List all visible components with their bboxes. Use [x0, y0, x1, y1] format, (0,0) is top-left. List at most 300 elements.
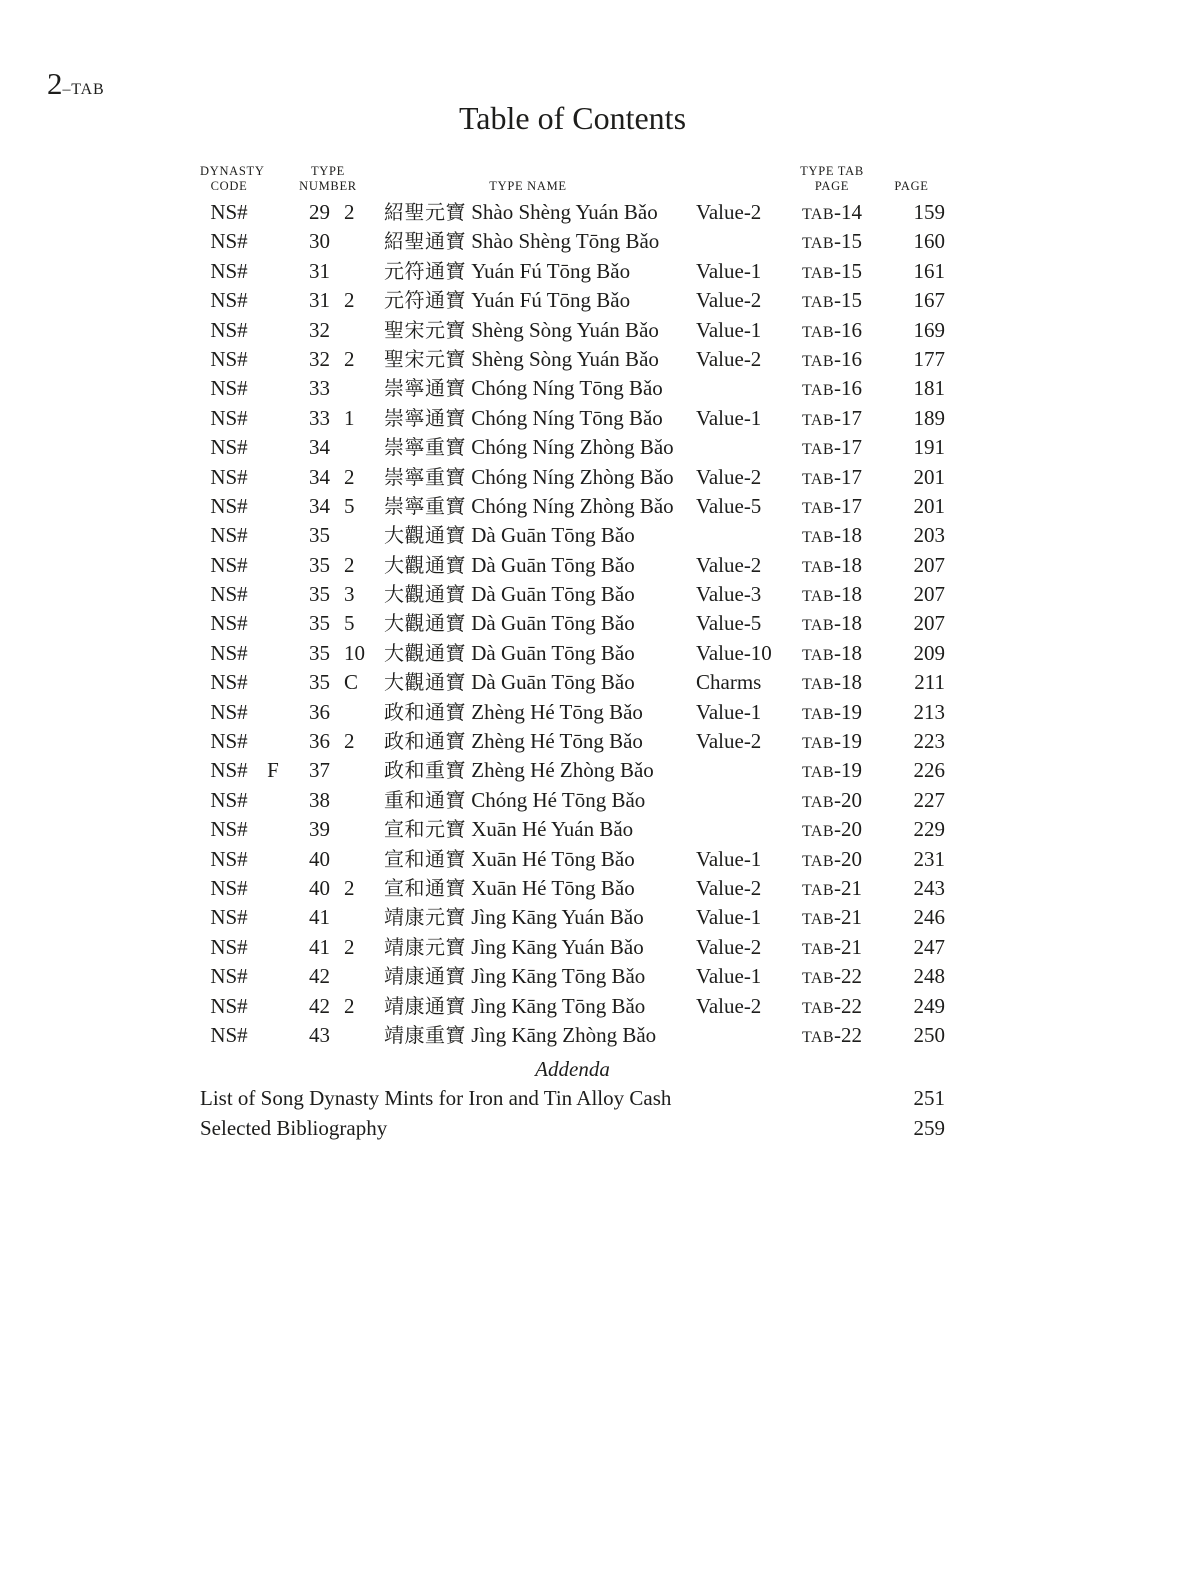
tab-prefix: TAB: [802, 881, 834, 899]
tab-prefix: TAB: [802, 940, 834, 958]
type-number: 34: [309, 464, 330, 489]
type-name: [368, 1021, 688, 1051]
tab-page: TAB-20: [802, 817, 862, 842]
page-number: 181: [913, 376, 945, 401]
header-type-name: TYPE NAME: [489, 179, 567, 193]
table-row: [200, 433, 945, 462]
type-name: [368, 286, 688, 316]
value-label: Value-1: [696, 405, 762, 430]
type-subnumber: 2: [344, 288, 355, 313]
type-subnumber: 2: [344, 552, 355, 577]
value-label: Value-2: [696, 346, 762, 371]
type-number: 42: [309, 964, 330, 989]
tab-page: TAB-15: [802, 258, 862, 283]
page-number: 231: [913, 846, 945, 871]
tab-page: TAB-16: [802, 376, 862, 401]
type-name: [368, 727, 688, 757]
type-name-pinyin: Jìng Kāng Tōng Bǎo: [471, 993, 646, 1018]
type-subnumber: 5: [344, 493, 355, 518]
table-row: [200, 492, 945, 521]
type-number: 29: [309, 200, 330, 224]
tab-page: TAB-18: [802, 640, 862, 665]
type-name-chinese: 宣和通寶: [384, 848, 466, 871]
type-name-pinyin: Yuán Fú Tōng Bǎo: [471, 288, 631, 313]
value-label: Value-1: [696, 258, 762, 283]
type-name: [368, 786, 688, 816]
type-number: 43: [309, 1022, 330, 1047]
type-name: [368, 521, 688, 551]
dynasty-code: NS#: [210, 258, 248, 283]
header-page: PAGE: [894, 179, 929, 193]
type-name-pinyin: Chóng Níng Zhòng Bǎo: [471, 493, 674, 518]
page-number: 189: [913, 405, 945, 430]
type-name-pinyin: Zhèng Hé Tōng Bǎo: [471, 699, 643, 724]
table-row: [200, 933, 945, 962]
type-name: [368, 492, 688, 522]
addenda-entry-label: List of Song Dynasty Mints for Iron and Tin Alloy Cash: [200, 1086, 672, 1111]
tab-prefix: TAB: [802, 499, 834, 517]
type-name-pinyin: Jìng Kāng Yuán Bǎo: [471, 905, 644, 930]
tab-page: TAB-22: [802, 1022, 862, 1047]
table-row: [200, 257, 945, 286]
type-number: 41: [309, 934, 330, 959]
type-name-chinese: 聖宋元寶: [384, 348, 466, 371]
type-name-chinese: 政和重寶: [384, 760, 466, 783]
type-name: [368, 609, 688, 639]
tab-prefix: TAB: [802, 764, 834, 782]
type-number: 36: [309, 729, 330, 754]
page-number: 223: [913, 729, 945, 754]
type-subnumber: 5: [344, 611, 355, 636]
tab-prefix: TAB: [802, 558, 834, 576]
page-number: 250: [913, 1022, 945, 1047]
type-number: 35: [309, 611, 330, 636]
page-number: 160: [913, 229, 945, 254]
page-number: 207: [913, 582, 945, 607]
dynasty-code: NS#: [210, 200, 248, 224]
type-name-pinyin: Shào Shèng Yuán Bǎo: [471, 200, 658, 224]
type-number: 35: [309, 552, 330, 577]
dynasty-code: NS#: [210, 523, 248, 548]
tab-prefix: TAB: [802, 206, 834, 223]
value-label: Value-2: [696, 464, 762, 489]
type-subnumber: 10: [344, 640, 365, 665]
tab-prefix: TAB: [802, 235, 834, 253]
dynasty-code: NS#: [210, 699, 248, 724]
page-number: 207: [913, 611, 945, 636]
page-number: 167: [913, 288, 945, 313]
dynasty-code: NS#: [210, 964, 248, 989]
tab-page: TAB-17: [802, 493, 862, 518]
type-name: [368, 198, 688, 228]
dynasty-code: NS#: [210, 288, 248, 313]
dynasty-code: NS#: [210, 405, 248, 430]
value-label: Charms: [696, 670, 762, 695]
tab-page: TAB-19: [802, 699, 862, 724]
type-name: [368, 992, 688, 1022]
type-name-chinese: 元符通寶: [384, 290, 466, 313]
value-label: Value-3: [696, 582, 762, 607]
type-number: 31: [309, 258, 330, 283]
code-flag: F: [267, 758, 279, 783]
type-name-chinese: 崇寧通寶: [384, 407, 466, 430]
type-name-pinyin: Dà Guān Tōng Bǎo: [471, 552, 635, 577]
tab-page: TAB-20: [802, 787, 862, 812]
dynasty-code: NS#: [210, 905, 248, 930]
type-name-chinese: 崇寧重寶: [384, 437, 466, 460]
tab-page: TAB-18: [802, 552, 862, 577]
table-row: [200, 316, 945, 345]
type-name-pinyin: Xuān Hé Tōng Bǎo: [471, 846, 635, 871]
dynasty-code: NS#: [210, 934, 248, 959]
type-name: [368, 404, 688, 434]
value-label: Value-1: [696, 846, 762, 871]
type-name-pinyin: Shào Shèng Tōng Bǎo: [471, 229, 660, 254]
type-name: [368, 551, 688, 581]
page-number: 227: [913, 787, 945, 812]
type-name-pinyin: Chóng Níng Tōng Bǎo: [471, 405, 663, 430]
type-name-chinese: 大觀通寶: [384, 584, 466, 607]
type-subnumber: 1: [344, 405, 355, 430]
value-label: Value-2: [696, 288, 762, 313]
type-name-chinese: 靖康元寶: [384, 907, 466, 930]
dynasty-code: NS#: [210, 229, 248, 254]
type-name-chinese: 靖康重寶: [384, 1024, 466, 1047]
addenda-entry-page: 251: [913, 1086, 945, 1111]
toc-content: [200, 98, 945, 1143]
type-number: 42: [309, 993, 330, 1018]
page-number: 207: [913, 552, 945, 577]
tab-page: TAB-21: [802, 875, 862, 900]
dynasty-code: NS#: [210, 640, 248, 665]
type-name-chinese: 崇寧重寶: [384, 495, 466, 518]
type-number: 30: [309, 229, 330, 254]
dynasty-code: NS#: [210, 1022, 248, 1047]
tab-page: TAB-14: [802, 200, 862, 224]
type-name: [368, 668, 688, 698]
type-name: [368, 845, 688, 875]
type-name-pinyin: Shèng Sòng Yuán Bǎo: [471, 317, 659, 342]
type-name: [368, 257, 688, 287]
tab-prefix: TAB: [802, 676, 834, 694]
table-row: [200, 992, 945, 1021]
type-name-pinyin: Jìng Kāng Tōng Bǎo: [471, 964, 646, 989]
dynasty-code: NS#: [210, 875, 248, 900]
type-number: 41: [309, 905, 330, 930]
type-name-chinese: 靖康通寶: [384, 995, 466, 1018]
tab-prefix: TAB: [802, 970, 834, 988]
page-number: 209: [913, 640, 945, 665]
tab-page: TAB-21: [802, 934, 862, 959]
tab-page: TAB-17: [802, 435, 862, 460]
dynasty-code: NS#: [210, 611, 248, 636]
header-type-tab-page: TYPE TAB PAGE: [800, 164, 864, 193]
type-name: [368, 933, 688, 963]
tab-prefix: TAB: [802, 588, 834, 606]
type-number: 40: [309, 875, 330, 900]
tab-prefix: TAB: [802, 735, 834, 753]
type-number: 33: [309, 405, 330, 430]
type-name-pinyin: Dà Guān Tōng Bǎo: [471, 582, 635, 607]
page-number: 201: [913, 493, 945, 518]
table-row: [200, 609, 945, 638]
value-label: Value-1: [696, 317, 762, 342]
type-name: [368, 316, 688, 346]
type-name-pinyin: Dà Guān Tōng Bǎo: [471, 523, 635, 548]
dynasty-code: NS#: [210, 317, 248, 342]
type-name-chinese: 重和通寶: [384, 789, 466, 812]
type-name-chinese: 大觀通寶: [384, 525, 466, 548]
tab-page: TAB-18: [802, 523, 862, 548]
dynasty-code: NS#: [210, 817, 248, 842]
type-name-chinese: 靖康通寶: [384, 966, 466, 989]
type-name: [368, 698, 688, 728]
type-name: [368, 756, 688, 786]
tab-prefix: TAB: [802, 352, 834, 370]
dynasty-code: NS#: [210, 846, 248, 871]
table-row: [200, 756, 945, 785]
value-label: Value-5: [696, 493, 762, 518]
tab-page: TAB-22: [802, 993, 862, 1018]
table-row: [200, 1021, 945, 1050]
page-number: 229: [913, 817, 945, 842]
tab-page: TAB-19: [802, 758, 862, 783]
value-label: Value-2: [696, 729, 762, 754]
type-name-chinese: 崇寧通寶: [384, 378, 466, 401]
tab-prefix: TAB: [802, 617, 834, 635]
type-name-pinyin: Xuān Hé Tōng Bǎo: [471, 875, 635, 900]
tab-page: TAB-17: [802, 464, 862, 489]
tab-prefix: TAB: [802, 529, 834, 547]
table-row: [200, 727, 945, 756]
page-number: 213: [913, 699, 945, 724]
tab-prefix: TAB: [802, 793, 834, 811]
type-subnumber: 2: [344, 200, 355, 224]
header-type-number: TYPE NUMBER: [299, 164, 357, 193]
page-number: 248: [913, 964, 945, 989]
type-name-pinyin: Chóng Níng Tōng Bǎo: [471, 376, 663, 401]
tab-page: TAB-17: [802, 405, 862, 430]
type-number: 35: [309, 582, 330, 607]
page-number: 243: [913, 875, 945, 900]
type-name-chinese: 大觀通寶: [384, 554, 466, 577]
tab-page: TAB-21: [802, 905, 862, 930]
dynasty-code: NS#: [210, 670, 248, 695]
dynasty-code: NS#: [210, 435, 248, 460]
table-row: [200, 874, 945, 903]
table-row: [200, 198, 945, 227]
table-row: [200, 227, 945, 256]
tab-page: TAB-18: [802, 670, 862, 695]
type-name: [368, 639, 688, 669]
type-name-pinyin: Yuán Fú Tōng Bǎo: [471, 258, 631, 283]
type-name-pinyin: Jìng Kāng Yuán Bǎo: [471, 934, 644, 959]
type-number: 31: [309, 288, 330, 313]
table-row: [200, 698, 945, 727]
tab-page: TAB-18: [802, 582, 862, 607]
type-number: 33: [309, 376, 330, 401]
type-name: [368, 874, 688, 904]
type-name-pinyin: Jìng Kāng Zhòng Bǎo: [471, 1022, 657, 1047]
page-corner-label: [47, 66, 104, 102]
tab-page: TAB-16: [802, 346, 862, 371]
tab-page: TAB-20: [802, 846, 862, 871]
value-label: Value-10: [696, 640, 772, 665]
page-number: 161: [913, 258, 945, 283]
value-label: Value-2: [696, 200, 762, 224]
type-name-chinese: 紹聖通寶: [384, 231, 466, 254]
dynasty-code: NS#: [210, 552, 248, 577]
type-name-pinyin: Zhèng Hé Zhòng Bǎo: [471, 758, 654, 783]
type-name-chinese: 宣和元寶: [384, 819, 466, 842]
table-row: [200, 404, 945, 433]
dynasty-code: NS#: [210, 758, 248, 783]
tab-prefix: TAB: [802, 382, 834, 400]
dynasty-code: NS#: [210, 582, 248, 607]
table-row: [200, 374, 945, 403]
type-name: [368, 227, 688, 257]
dynasty-code: NS#: [210, 493, 248, 518]
value-label: Value-1: [696, 905, 762, 930]
tab-page: TAB-18: [802, 611, 862, 636]
table-row: [200, 845, 945, 874]
addenda-heading: Addenda: [535, 1057, 610, 1082]
type-name-chinese: 大觀通寶: [384, 642, 466, 665]
type-subnumber: 2: [344, 875, 355, 900]
type-name-pinyin: Chóng Níng Zhòng Bǎo: [471, 464, 674, 489]
page-number: 159: [913, 200, 945, 224]
page-number: 226: [913, 758, 945, 783]
dynasty-code: NS#: [210, 993, 248, 1018]
type-number: 38: [309, 787, 330, 812]
type-name-pinyin: Shèng Sòng Yuán Bǎo: [471, 346, 659, 371]
type-name-chinese: 政和通寶: [384, 701, 466, 724]
table-row: [200, 521, 945, 550]
type-subnumber: 2: [344, 993, 355, 1018]
table-row: [200, 668, 945, 697]
dynasty-code: NS#: [210, 376, 248, 401]
corner-page-number: 2: [47, 66, 63, 101]
tab-page: TAB-15: [802, 288, 862, 313]
value-label: Value-2: [696, 934, 762, 959]
dynasty-code: NS#: [210, 787, 248, 812]
tab-prefix: TAB: [802, 323, 834, 341]
type-name: [368, 374, 688, 404]
type-name-pinyin: Dà Guān Tōng Bǎo: [471, 611, 635, 636]
type-name: [368, 345, 688, 375]
type-name-chinese: 政和通寶: [384, 731, 466, 754]
table-row: [200, 962, 945, 991]
type-number: 36: [309, 699, 330, 724]
type-number: 40: [309, 846, 330, 871]
page-title: Table of Contents: [458, 100, 687, 136]
page-number: 191: [913, 435, 945, 460]
page-number: 201: [913, 464, 945, 489]
type-name-chinese: 大觀通寶: [384, 613, 466, 636]
tab-prefix: TAB: [802, 470, 834, 488]
type-name-chinese: 聖宋元寶: [384, 319, 466, 342]
addenda-entry-page: 259: [913, 1115, 945, 1140]
type-name-chinese: 崇寧重寶: [384, 466, 466, 489]
addenda-entry: [200, 1084, 945, 1114]
page-number: 177: [913, 346, 945, 371]
table-row: [200, 580, 945, 609]
tab-page: TAB-22: [802, 964, 862, 989]
table-row: [200, 815, 945, 844]
tab-prefix: TAB: [802, 823, 834, 841]
type-number: 35: [309, 670, 330, 695]
table-header-row: [200, 164, 945, 194]
tab-prefix: TAB: [802, 1028, 834, 1046]
type-number: 32: [309, 317, 330, 342]
type-number: 34: [309, 435, 330, 460]
type-name-chinese: 宣和通寶: [384, 877, 466, 900]
page-number: 247: [913, 934, 945, 959]
page-number: 203: [913, 523, 945, 548]
addenda-entry-label: Selected Bibliography: [200, 1115, 388, 1140]
table-row: [200, 345, 945, 374]
type-subnumber: 3: [344, 582, 355, 607]
value-label: Value-1: [696, 699, 762, 724]
type-number: 39: [309, 817, 330, 842]
type-name-chinese: 靖康元寶: [384, 936, 466, 959]
type-number: 35: [309, 523, 330, 548]
value-label: Value-2: [696, 552, 762, 577]
type-name-pinyin: Dà Guān Tōng Bǎo: [471, 640, 635, 665]
tab-page: TAB-16: [802, 317, 862, 342]
tab-prefix: TAB: [802, 852, 834, 870]
table-row: [200, 786, 945, 815]
type-name-pinyin: Chóng Níng Zhòng Bǎo: [471, 435, 674, 460]
page-number: 211: [914, 670, 945, 695]
dynasty-code: NS#: [210, 346, 248, 371]
type-number: 32: [309, 346, 330, 371]
tab-prefix: TAB: [802, 441, 834, 459]
table-row: [200, 286, 945, 315]
type-name: [368, 580, 688, 610]
type-subnumber: C: [344, 670, 359, 695]
dynasty-code: NS#: [210, 464, 248, 489]
page-number: 249: [913, 993, 945, 1018]
header-dynasty-code: DYNASTY CODE: [200, 164, 265, 193]
tab-prefix: TAB: [802, 294, 834, 312]
value-label: Value-1: [696, 964, 762, 989]
dynasty-code: NS#: [210, 729, 248, 754]
page-number: 169: [913, 317, 945, 342]
type-subnumber: 2: [344, 729, 355, 754]
value-label: Value-5: [696, 611, 762, 636]
type-number: 34: [309, 493, 330, 518]
toc-table-body: [200, 198, 945, 1050]
type-subnumber: 2: [344, 346, 355, 371]
type-name-chinese: 大觀通寶: [384, 672, 466, 695]
value-label: Value-2: [696, 993, 762, 1018]
type-name: [368, 903, 688, 933]
type-name: [368, 815, 688, 845]
table-row: [200, 639, 945, 668]
table-row: [200, 903, 945, 932]
tab-prefix: TAB: [802, 999, 834, 1017]
type-name-chinese: 元符通寶: [384, 260, 466, 283]
type-subnumber: 2: [344, 464, 355, 489]
type-name-pinyin: Chóng Hé Tōng Bǎo: [471, 787, 646, 812]
value-label: Value-2: [696, 875, 762, 900]
type-name-pinyin: Dà Guān Tōng Bǎo: [471, 670, 635, 695]
table-row: [200, 551, 945, 580]
tab-page: TAB-19: [802, 729, 862, 754]
tab-prefix: TAB: [802, 411, 834, 429]
type-name-pinyin: Xuān Hé Yuán Bǎo: [471, 817, 634, 842]
